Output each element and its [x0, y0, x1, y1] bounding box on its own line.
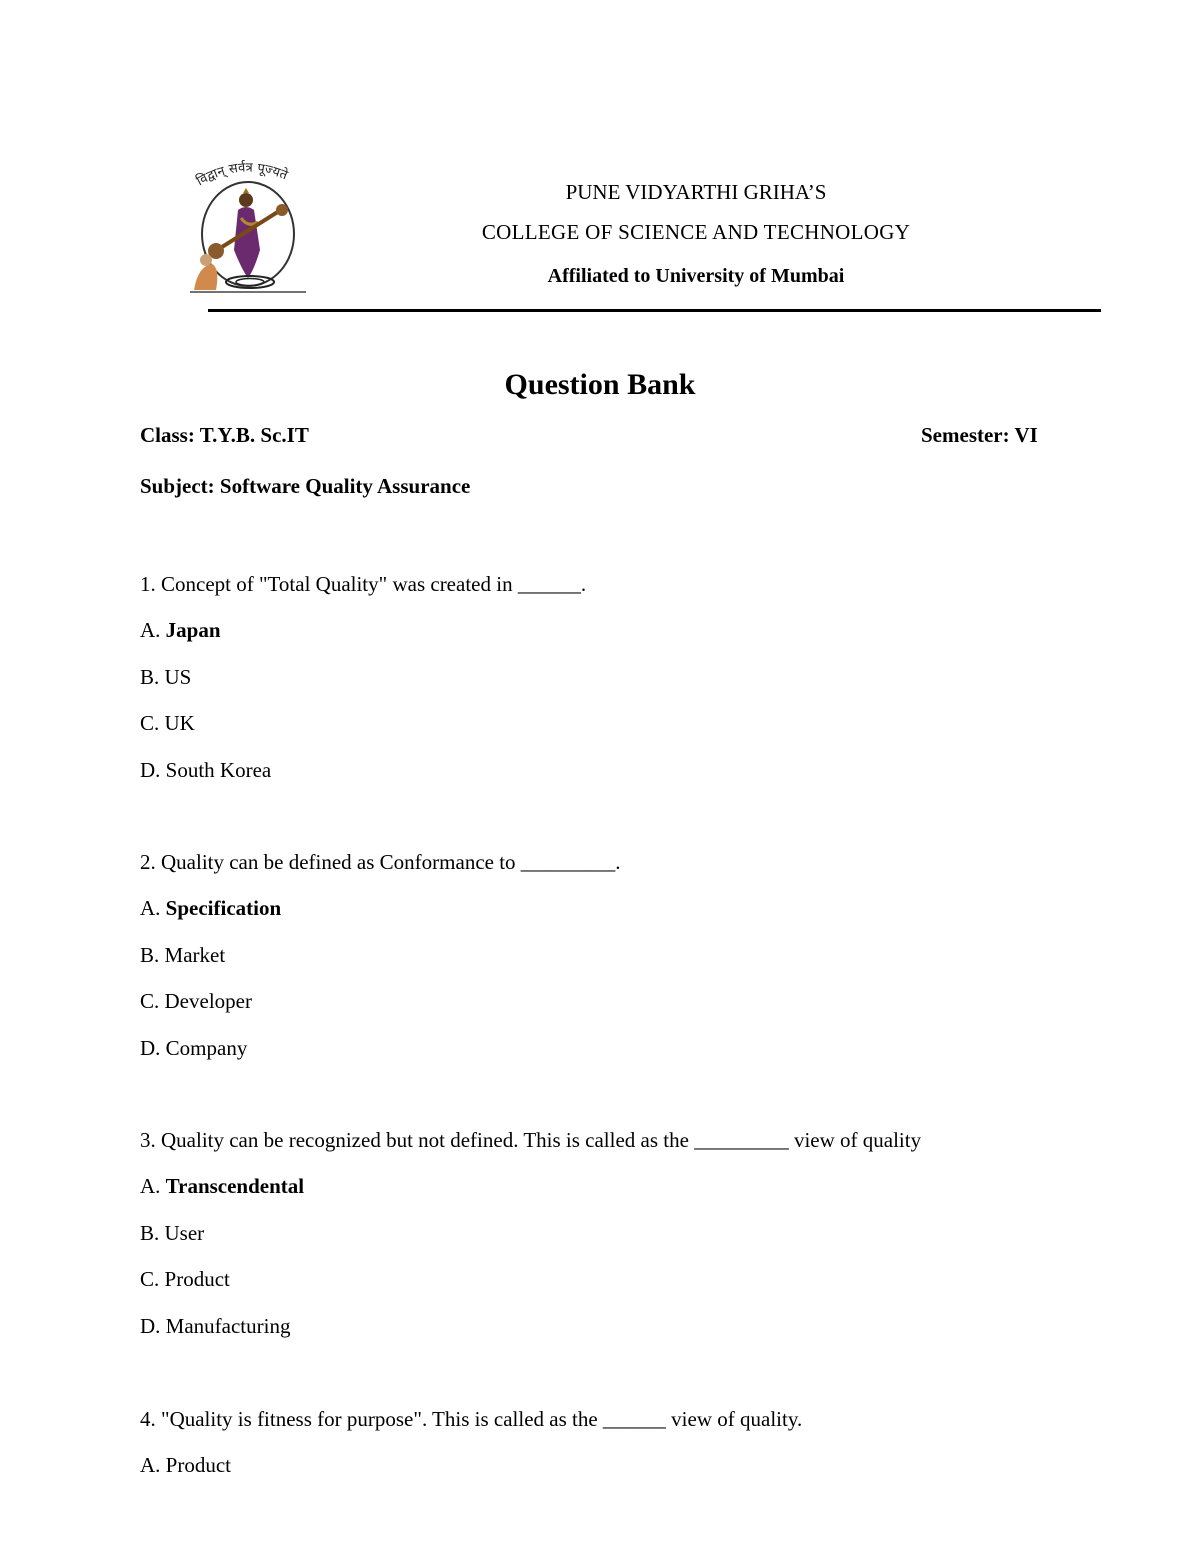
institution-name: PUNE VIDYARTHI GRIHA’S — [565, 180, 827, 204]
option-d: D. Manufacturing — [140, 1314, 291, 1338]
option-a: A. Japan — [140, 618, 221, 642]
header-divider — [208, 309, 1101, 312]
option-a: A. Specification — [140, 896, 282, 920]
option-c: C. UK — [140, 711, 195, 735]
college-name: COLLEGE OF SCIENCE AND TECHNOLOGY — [481, 220, 911, 244]
college-logo — [186, 158, 310, 296]
correct-answer: Japan — [165, 618, 221, 642]
option-b: B. US — [140, 665, 192, 689]
option-d: D. Company — [140, 1036, 248, 1060]
question-text: 4. "Quality is fitness for purpose". This is called as the ______ view of quality. — [140, 1407, 803, 1431]
option-c: C. Developer — [140, 989, 252, 1013]
correct-answer: Transcendental — [165, 1174, 305, 1198]
semester-label: Semester: VI — [921, 423, 1038, 447]
logo-motto: विद्वान् सर्वत्र पूज्यते — [194, 160, 290, 190]
question-text: 1. Concept of "Total Quality" was created in ______. — [140, 572, 587, 596]
question-text: 3. Quality can be recognized but not defined. This is called as the _________ view of quality — [140, 1128, 922, 1152]
page-title: Question Bank — [504, 368, 696, 401]
subject-label: Subject: Software Quality Assurance — [140, 474, 471, 498]
option-d: D. South Korea — [140, 758, 272, 782]
option-b: B. Market — [140, 943, 226, 967]
option-c: C. Product — [140, 1267, 230, 1291]
option-b: B. User — [140, 1221, 205, 1245]
affiliation: Affiliated to University of Mumbai — [547, 265, 845, 287]
option-a: A. Product — [140, 1453, 231, 1477]
svg-text:विद्वान् सर्वत्र पूज्यते — [194, 159, 291, 189]
class-label: Class: T.Y.B. Sc.IT — [140, 423, 309, 447]
option-a: A. Transcendental — [140, 1174, 305, 1198]
question-text: 2. Quality can be defined as Conformance to _________. — [140, 850, 621, 874]
correct-answer: Specification — [165, 896, 282, 920]
